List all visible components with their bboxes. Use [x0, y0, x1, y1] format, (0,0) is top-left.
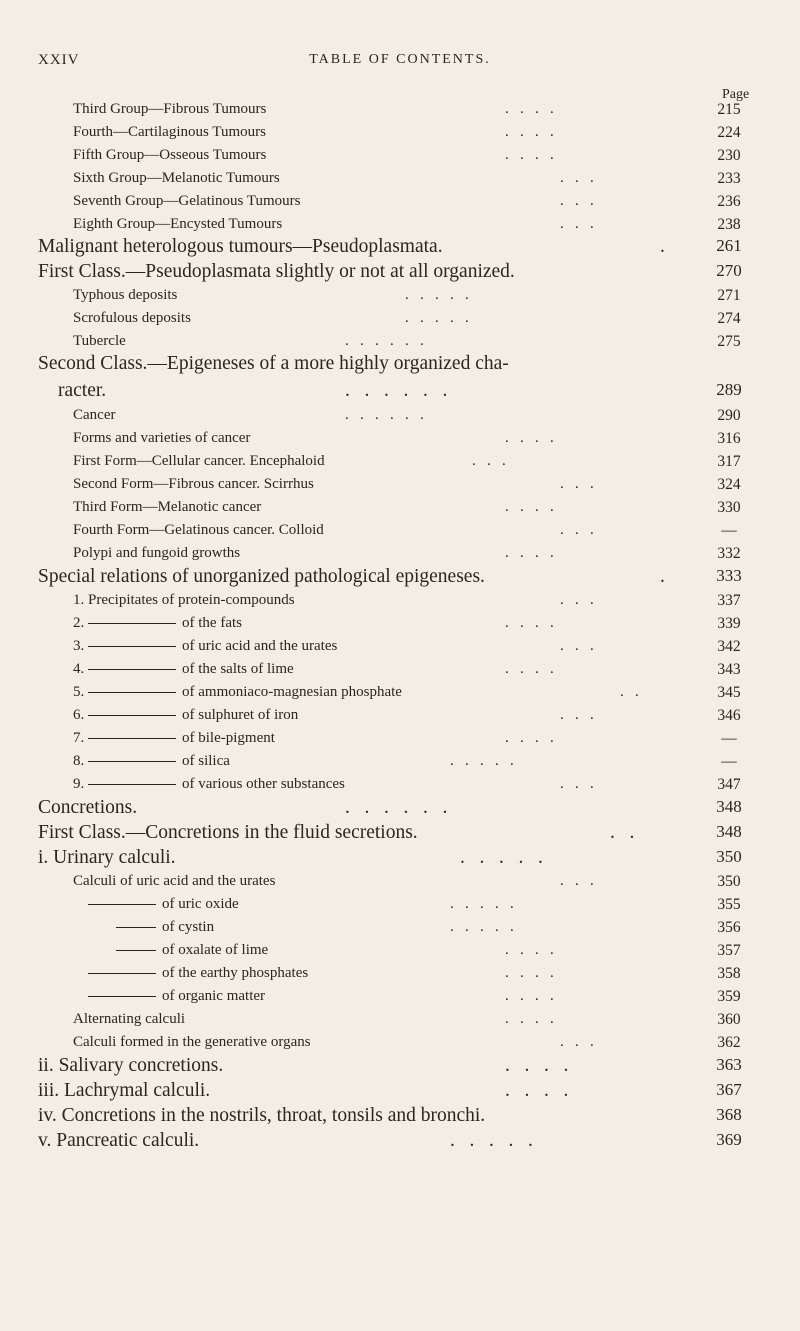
leader-dots: . . .: [560, 592, 594, 608]
toc-entry-text: Forms and varieties of cancer: [73, 430, 251, 446]
toc-entry-text: of bile-pigment: [182, 730, 275, 746]
toc-entry-page: 339: [717, 615, 741, 632]
toc-entry-page: 357: [717, 942, 741, 959]
toc-entry-page: 317: [717, 453, 741, 470]
toc-entry-text: of oxalate of lime: [162, 942, 269, 958]
running-title: TABLE OF CONTENTS.: [309, 52, 491, 67]
toc-entry-text: Cancer: [73, 407, 116, 423]
toc-entry-title: [73, 101, 266, 118]
toc-entry-text: Special relations of unorganized pathological epigeneses.: [38, 566, 485, 587]
leader-dots: . . .: [560, 1034, 594, 1050]
toc-entry-text: of silica: [182, 753, 230, 769]
leader-dots: . . . .: [505, 545, 554, 561]
toc-entry-title: [73, 684, 402, 701]
ditto-rule: [88, 623, 176, 624]
toc-entry-text: Sixth Group—Melanotic Tumours: [73, 170, 280, 186]
toc-entry-title: [73, 453, 325, 470]
toc-entry-title: [73, 707, 298, 724]
toc-entry-page: 233: [717, 170, 741, 187]
toc-entry-text: ii. Salivary concretions.: [38, 1055, 224, 1076]
toc-entry-text: of cystin: [162, 919, 215, 935]
toc-entry-text: Tubercle: [73, 333, 126, 349]
toc-entry-page: —: [721, 522, 737, 539]
toc-entry-title: [73, 592, 295, 609]
toc-entry-page: 343: [717, 661, 741, 678]
toc-entry-number: 5.: [73, 684, 88, 700]
toc-entry-title: [73, 147, 266, 164]
ditto-rule: [88, 973, 156, 974]
toc-entry-text: Alternating calculi: [73, 1011, 186, 1027]
page-header: [0, 52, 800, 74]
toc-entry-page: 333: [716, 566, 742, 585]
toc-entry-text: v. Pancreatic calculi.: [38, 1130, 200, 1151]
toc-entry-page: 215: [717, 101, 741, 118]
toc-entry-title: [73, 776, 345, 793]
leader-dots: . . . .: [505, 430, 554, 446]
toc-entry-text: iv. Concretions in the nostrils, throat, tonsils and bronchi.: [38, 1105, 486, 1126]
leader-dots: . . . . .: [450, 753, 514, 769]
page-column-label: Page: [722, 87, 750, 102]
toc-entry-page: 355: [717, 896, 741, 913]
leader-dots: . . . . .: [460, 847, 543, 868]
leader-dots: . . . . .: [405, 287, 469, 303]
toc-entry-title: [73, 193, 301, 210]
toc-entry-text: Scrofulous deposits: [73, 310, 191, 326]
leader-dots: . . . . .: [450, 919, 514, 935]
toc-entry-page: 350: [716, 847, 742, 866]
toc-entry-text: Concretions.: [38, 797, 138, 818]
ditto-rule: [116, 950, 156, 951]
toc-entry-title: [73, 310, 191, 327]
toc-entry-title: [73, 545, 240, 562]
leader-dots: . . . . . .: [345, 333, 424, 349]
leader-dots: . .: [610, 822, 635, 843]
toc-entry-text: of ammoniaco-magnesian phosphate: [182, 684, 402, 700]
toc-entry-number: 6.: [73, 707, 88, 723]
leader-dots: . . . .: [505, 124, 554, 140]
toc-entry-title: [38, 847, 176, 869]
leader-dots: . . . . . .: [345, 407, 424, 423]
toc-entry-page: 347: [717, 776, 741, 793]
toc-entry-page: 316: [717, 430, 741, 447]
toc-entry-page: 368: [716, 1105, 742, 1124]
toc-entry-page: 359: [717, 988, 741, 1005]
toc-entry-text: Third Group—Fibrous Tumours: [73, 101, 267, 117]
toc-entry-title: [73, 873, 275, 890]
toc-entry-page: —: [721, 753, 737, 770]
toc-entry-text: racter.: [58, 380, 107, 401]
toc-entry-title: [38, 1130, 199, 1152]
leader-dots: . . . .: [505, 1055, 569, 1076]
toc-entry-title: [88, 896, 239, 913]
toc-entry-text: of the fats: [182, 615, 242, 631]
toc-entry-text: First Class.—Pseudoplasmata slightly or not at all organized.: [38, 261, 515, 282]
toc-entry-page: 346: [717, 707, 741, 724]
toc-entry-text: Fourth Form—Gelatinous cancer. Colloid: [73, 522, 324, 538]
toc-entry-text: Second Form—Fibrous cancer. Scirrhus: [73, 476, 314, 492]
ditto-rule: [88, 784, 176, 785]
toc-entry-title: [73, 333, 126, 350]
toc-entry-page: 224: [717, 124, 741, 141]
toc-entry-page: 238: [717, 216, 741, 233]
toc-entry-text: iii. Lachrymal calculi.: [38, 1080, 211, 1101]
toc-entry-title: [73, 661, 294, 678]
leader-dots: . . . . .: [450, 1130, 533, 1151]
ditto-rule: [88, 692, 176, 693]
toc-entry-number: 9.: [73, 776, 88, 792]
toc-entry-text: Calculi formed in the generative organs: [73, 1034, 311, 1050]
leader-dots: . . .: [560, 638, 594, 654]
leader-dots: . .: [620, 684, 639, 700]
toc-entry-text: 1. Precipitates of protein-compounds: [73, 592, 295, 608]
leader-dots: . . . .: [505, 730, 554, 746]
leader-dots: . . . . .: [405, 310, 469, 326]
toc-entry-title: [73, 170, 280, 187]
toc-entry-title: [73, 753, 230, 770]
toc-entry-title: [38, 797, 137, 819]
toc-entry-title: [58, 380, 106, 402]
toc-entry-page: 369: [716, 1130, 742, 1149]
toc-entry-text: Eighth Group—Encysted Tumours: [73, 216, 283, 232]
leader-dots: . . . .: [505, 147, 554, 163]
toc-entry-page: 337: [717, 592, 741, 609]
ditto-rule: [88, 904, 156, 905]
toc-entry-page: 261: [716, 236, 742, 255]
leader-dots: .: [660, 236, 665, 257]
toc-entry-page: 289: [716, 380, 742, 399]
toc-entry-text: of organic matter: [162, 988, 266, 1004]
toc-entry-title: [73, 1034, 311, 1051]
toc-entry-page: 356: [717, 919, 741, 936]
toc-entry-page: 358: [717, 965, 741, 982]
toc-entry-page: 271: [717, 287, 741, 304]
toc-entry-page: 363: [716, 1055, 742, 1074]
toc-entry-text: Polypi and fungoid growths: [73, 545, 241, 561]
toc-entry-title: [73, 216, 282, 233]
toc-entry-page: 274: [717, 310, 741, 327]
toc-entry-title: [116, 942, 268, 959]
toc-entry-title: [38, 1055, 223, 1077]
toc-entry-number: 2.: [73, 615, 88, 631]
leader-dots: . . . .: [505, 1011, 554, 1027]
leader-dots: . . .: [472, 453, 506, 469]
toc-entry-text: i. Urinary calculi.: [38, 847, 176, 868]
leader-dots: . . .: [560, 707, 594, 723]
ditto-rule: [116, 927, 156, 928]
leader-dots: . . . .: [505, 1080, 569, 1101]
toc-entry-title: [73, 430, 250, 447]
page-number: XXIV: [38, 52, 80, 68]
toc-entry-title: [38, 1105, 485, 1127]
toc-entry-title: [88, 988, 265, 1005]
leader-dots: . . . .: [505, 615, 554, 631]
leader-dots: . . . . . .: [345, 797, 448, 818]
ditto-rule: [88, 715, 176, 716]
leader-dots: . . .: [560, 170, 594, 186]
toc-entry-page: 290: [717, 407, 741, 424]
toc-entry-text: of uric oxide: [162, 896, 239, 912]
toc-entry-title: [38, 261, 515, 283]
toc-entry-title: [38, 566, 485, 588]
toc-entry-title: [116, 919, 214, 936]
toc-entry-title: [73, 522, 324, 539]
toc-entry-number: 4.: [73, 661, 88, 677]
leader-dots: . . . .: [505, 942, 554, 958]
toc-entry-title: [73, 730, 275, 747]
toc-entry-text: Malignant heterologous tumours—Pseudoplasmata.: [38, 236, 443, 257]
toc-entry-text: Third Form—Melanotic cancer: [73, 499, 262, 515]
toc-entry-page: 348: [716, 822, 742, 841]
leader-dots: . . . . . .: [345, 380, 448, 401]
toc-entry-title: [38, 822, 418, 844]
ditto-rule: [88, 738, 176, 739]
toc-entry-title: [38, 236, 443, 258]
leader-dots: . . . .: [505, 101, 554, 117]
toc-entry-page: 275: [717, 333, 741, 350]
toc-entry-text: Seventh Group—Gelatinous Tumours: [73, 193, 301, 209]
toc-entry-title: [73, 287, 177, 304]
toc-entry-page: 360: [717, 1011, 741, 1028]
toc-entry-number: 3.: [73, 638, 88, 654]
leader-dots: . . . .: [505, 499, 554, 515]
toc-entry-title: [73, 124, 266, 141]
toc-entry-page: 332: [717, 545, 741, 562]
ditto-rule: [88, 761, 176, 762]
toc-entry-page: 350: [717, 873, 741, 890]
ditto-rule: [88, 669, 176, 670]
toc-entry-text: of various other substances: [182, 776, 345, 792]
toc-entry-page: 236: [717, 193, 741, 210]
toc-entry-title: [73, 1011, 185, 1028]
toc-entry-page: 362: [717, 1034, 741, 1051]
toc-entry-number: 8.: [73, 753, 88, 769]
leader-dots: . . .: [560, 193, 594, 209]
leader-dots: . . .: [560, 216, 594, 232]
toc-entry-text: of sulphuret of iron: [182, 707, 299, 723]
toc-entry-title: [73, 407, 115, 424]
leader-dots: . . . .: [505, 988, 554, 1004]
toc-entry-text: of uric acid and the urates: [182, 638, 338, 654]
toc-entry-title: [88, 965, 308, 982]
leader-dots: . . . . .: [450, 896, 514, 912]
toc-entry-page: 367: [716, 1080, 742, 1099]
leader-dots: .: [660, 566, 665, 587]
toc-entry-text: Calculi of uric acid and the urates: [73, 873, 276, 889]
toc-entry-text: Fifth Group—Osseous Tumours: [73, 147, 267, 163]
toc-entry-text: Second Class.—Epigeneses of a more highly organized cha-: [38, 353, 509, 374]
toc-entry-page: 345: [717, 684, 741, 701]
toc-entry-text: First Class.—Concretions in the fluid secretions.: [38, 822, 418, 843]
ditto-rule: [88, 996, 156, 997]
toc-entry-text: First Form—Cellular cancer. Encephaloid: [73, 453, 325, 469]
toc-entry-page: 270: [716, 261, 742, 280]
leader-dots: . . . .: [505, 965, 554, 981]
leader-dots: . . .: [560, 776, 594, 792]
leader-dots: . . .: [560, 873, 594, 889]
toc-entry-text: Fourth—Cartilaginous Tumours: [73, 124, 266, 140]
toc-entry-text: of the salts of lime: [182, 661, 294, 677]
toc-entry-text: of the earthy phosphates: [162, 965, 309, 981]
toc-entry-page: —: [721, 730, 737, 747]
toc-entry-page: 230: [717, 147, 741, 164]
toc-entry-title: [73, 638, 337, 655]
ditto-rule: [88, 646, 176, 647]
toc-entry-title: [73, 615, 242, 632]
toc-entry-page: 330: [717, 499, 741, 516]
toc-entry-title: [73, 499, 261, 516]
leader-dots: . . . .: [505, 661, 554, 677]
toc-entry-text: Typhous deposits: [73, 287, 178, 303]
leader-dots: . . .: [560, 476, 594, 492]
toc-entry-page: 342: [717, 638, 741, 655]
toc-entry-title: [38, 1080, 210, 1102]
toc-entry-title: [73, 476, 314, 493]
toc-entry-title: [38, 353, 509, 375]
toc-entry-number: 7.: [73, 730, 88, 746]
leader-dots: . . .: [560, 522, 594, 538]
toc-entry-page: 324: [717, 476, 741, 493]
toc-entry-page: 348: [716, 797, 742, 816]
